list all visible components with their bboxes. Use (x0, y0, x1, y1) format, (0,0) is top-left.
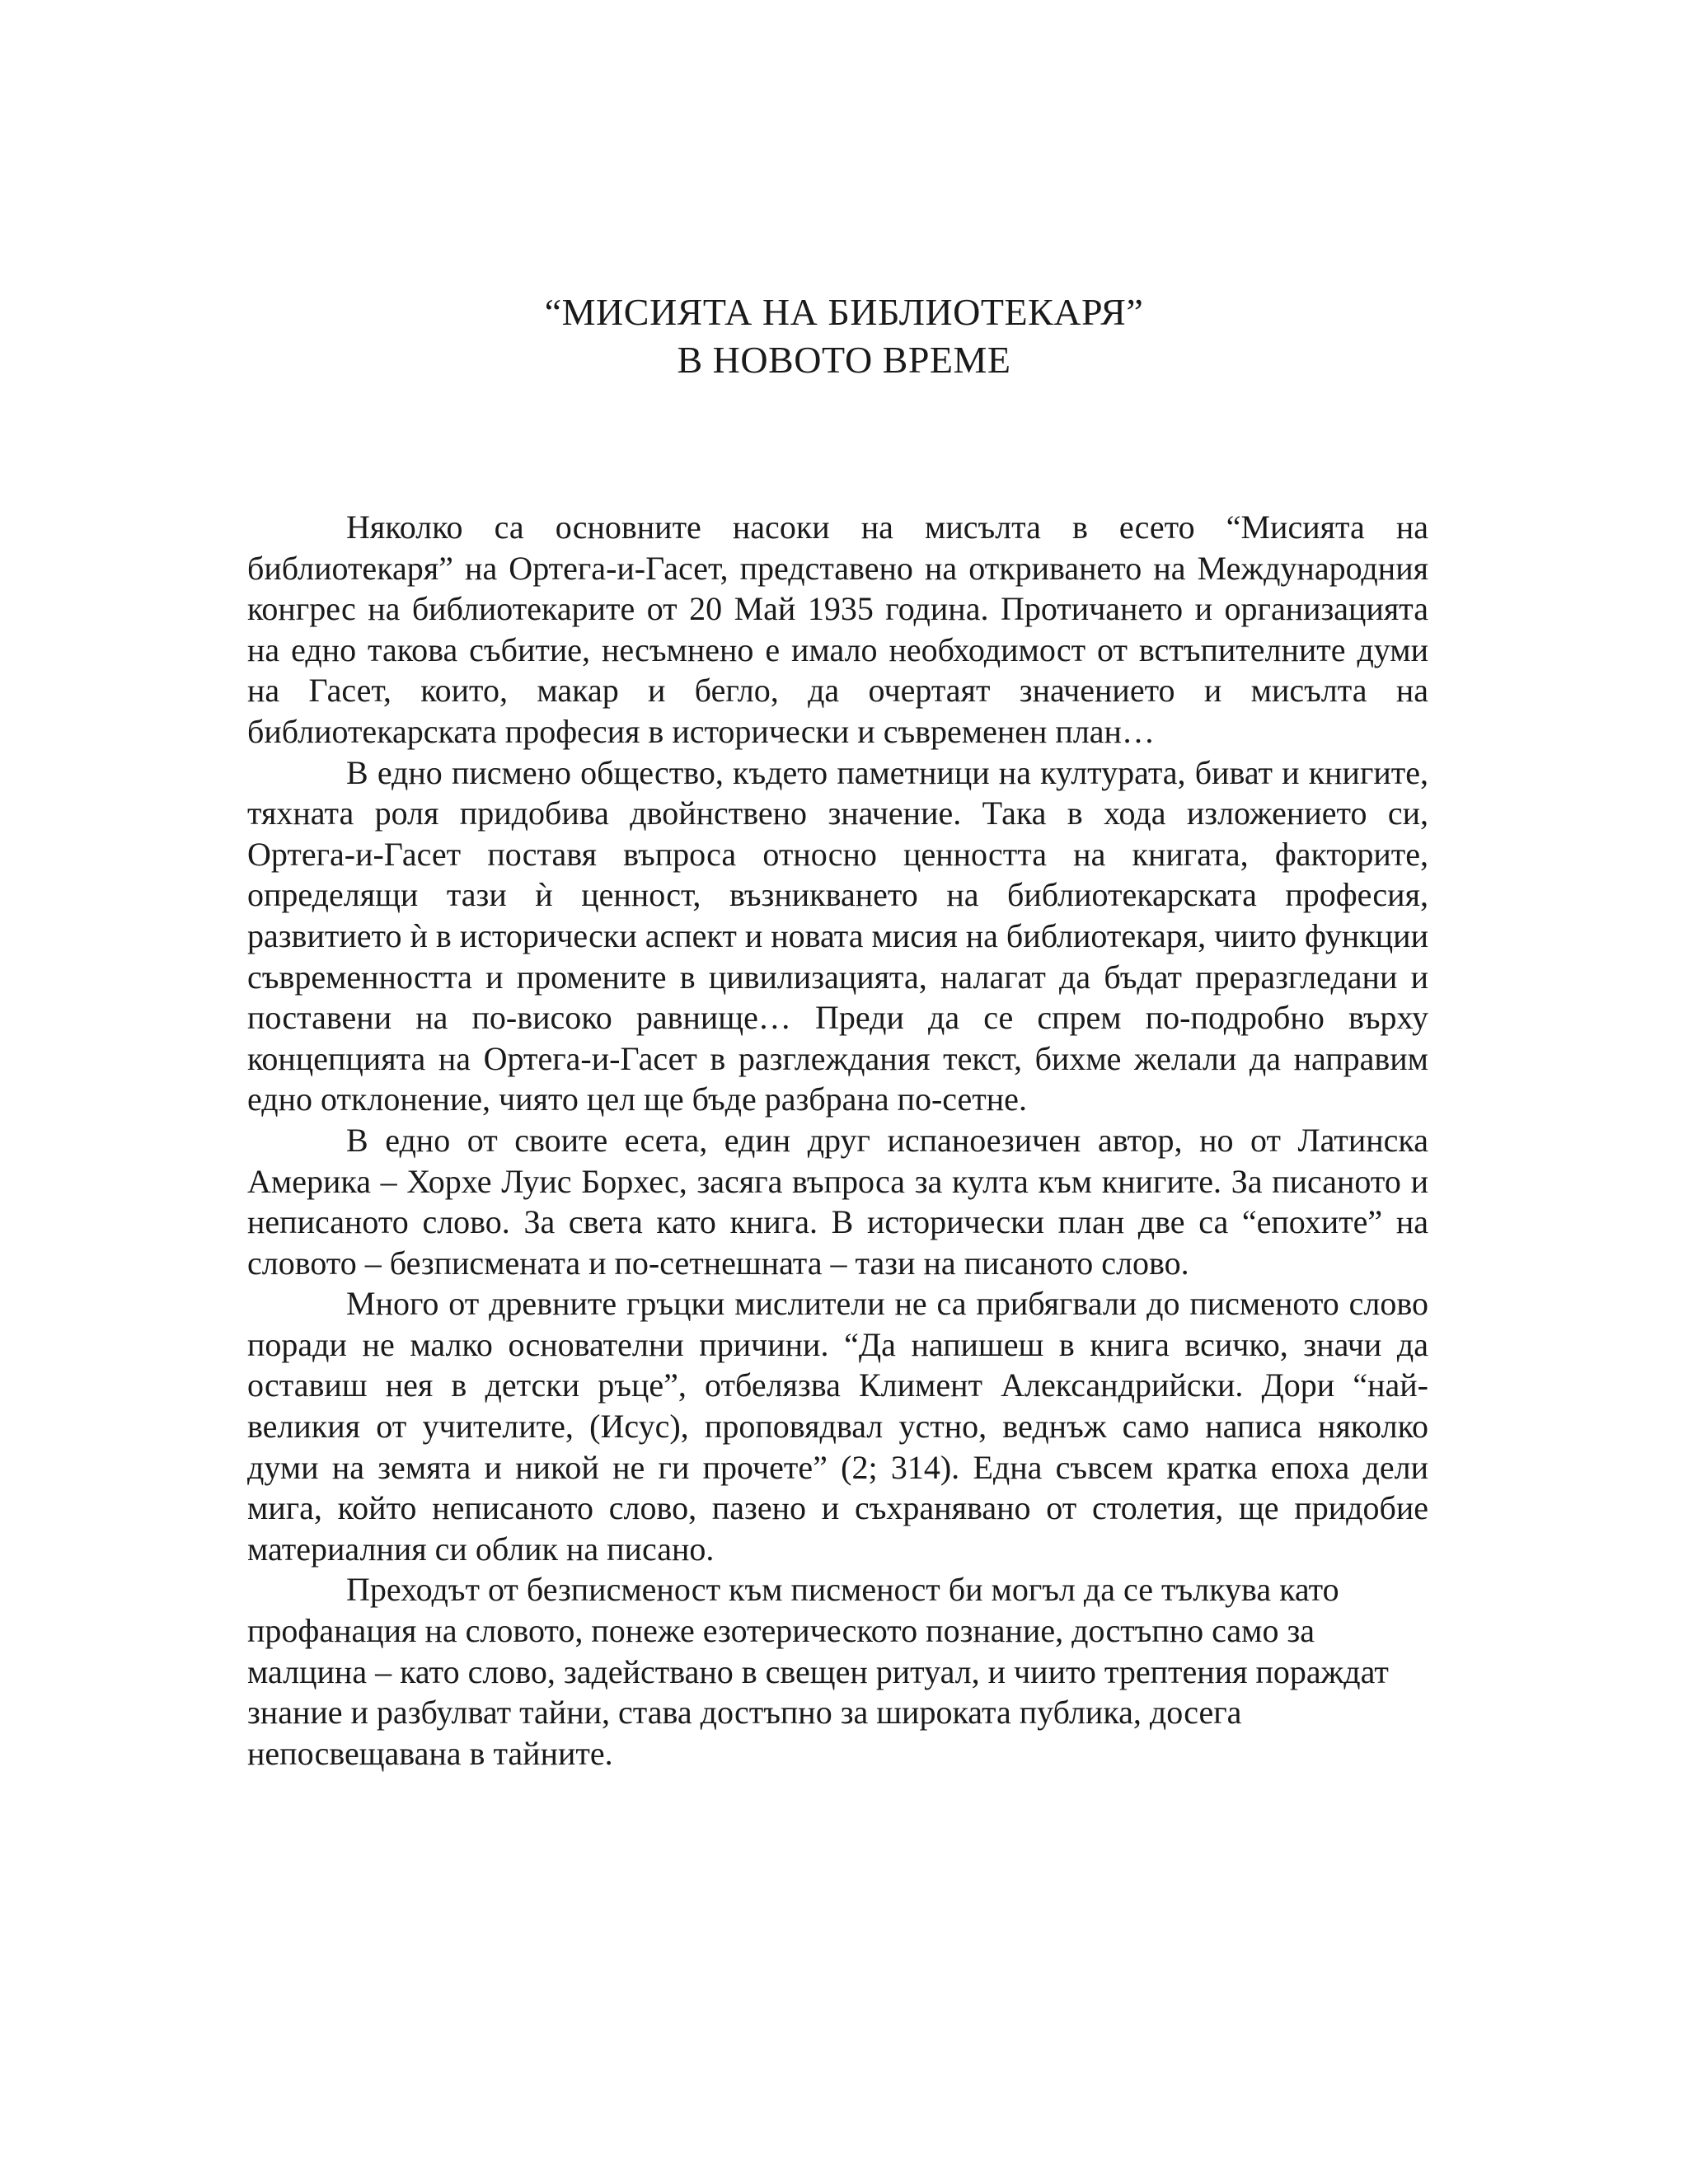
paragraph-4: Много от древните гръцки мислители не са прибягвали до писменото слово поради не малко основателни причини. “Да напишеш в книга всичко, значи да оставиш нея в детски ръце”, отбелязва Климент Александрийски. Дори “най-великия от учителите, (Исус), проповядвал устно, веднъж само написа няколко думи на земята и никой не ги прочете” (2; 314). Една съвсем кратка епоха дели мига, който неписаното слово, пазено и съхранявано от столетия, ще придобие материалния си облик на писано. (247, 1285, 1428, 1568)
paragraph-2: В едно писмено общество, където паметници на културата, биват и книгите, тяхната роля придобива двойнствено значение. Така в хода изложението си, Ортега-и-Гасет поставя въпроса относно ценността на книгата, факторите, определящи тази ѝ ценност, възникването на библиотекарската професия, развитието ѝ в исторически аспект и новата мисия на библиотекаря, чиито функции съвременността и промените в цивилизацията, налагат да бъдат преразгледани и поставени на по-високо равнище… Преди да се спрем по-подробно върху концепцията на Ортега-и-Гасет в разглеждания текст, бихме желали да направим едно отклонение, чиято цел ще бъде разбрана по-сетне. (247, 753, 1428, 1118)
title-line-1: “МИСИЯТА НА БИБЛИОТЕКАРЯ” (544, 291, 1144, 333)
title-line-2: В НОВОТО ВРЕМЕ (677, 339, 1011, 381)
body-text (247, 507, 1428, 1774)
paragraph-3: В едно от своите есета, един друг испаноезичен автор, но от Латинска Америка – Хорхе Луис Борхес, засяга въпроса за култа към книгите. За писаното и неписаното слово. За света като книга. В исторически план две са “епохите” на словото – безписмената и по-сетнешната – тази на писаното слово. (247, 1121, 1428, 1282)
paragraph-1: Няколко са основните насоки на мисълта в есето “Мисията на библиотекаря” на Ортега-и-Гасет, представено на откриването на Международния конгрес на библиотекарите от 20 Май 1935 година. Протичането и организацията на едно такова събитие, несъмнено е имало необходимост от встъпителните думи на Гасет, които, макар и бегло, да очертаят значението и мисълта на библиотекарската професия в исторически и съвременен план… (247, 509, 1428, 750)
page-title (0, 288, 1688, 384)
paragraph-5: Преходът от безписменост към писменост би могъл да се тълкува като профанация на словото, понеже езотерическото познание, достъпно само за малцина – като слово, задействано в свещен ритуал, и чиито трептения пораждат знание и разбулват тайни, става достъпно за широката публика, досега непосвещавана в тайните. (247, 1571, 1389, 1772)
